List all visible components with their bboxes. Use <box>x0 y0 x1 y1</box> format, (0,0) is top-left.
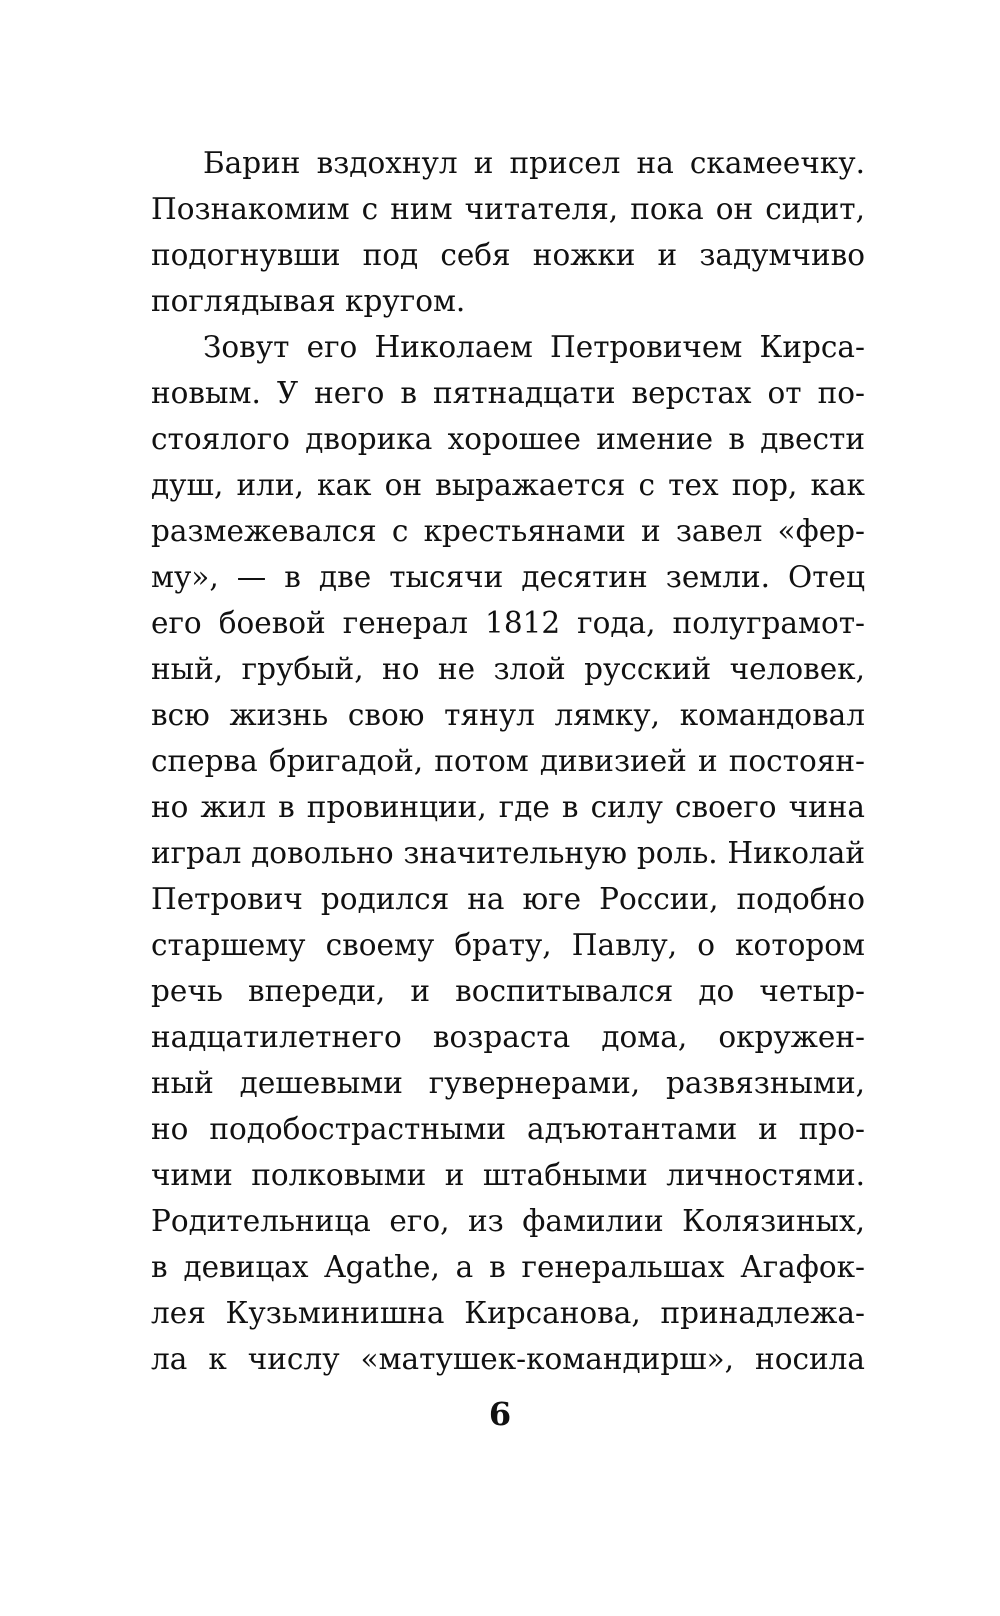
text-line: лея Кузьминишна Кирсанова, принадлежа- <box>151 1296 865 1330</box>
text-line: Познакомим с ним читателя, пока он сидит, <box>151 192 865 226</box>
text-line: но жил в провинции, где в силу своего чина <box>151 790 865 824</box>
text-line: размежевался с крестьянами и завел «фер- <box>151 514 865 548</box>
text-line: в девицах Agathe, а в генеральшах Агафок- <box>151 1250 865 1284</box>
text-line: Зовут его Николаем Петровичем Кирса- <box>203 330 865 364</box>
text-line: ный дешевыми гувернерами, развязными, <box>151 1066 865 1100</box>
body-text <box>151 140 865 1382</box>
text-line: но подобострастными адъютантами и про- <box>151 1112 865 1146</box>
text-line: стоялого дворика хорошее имение в двести <box>151 422 865 456</box>
text-line: речь впереди, и воспитывался до четыр- <box>151 974 865 1008</box>
text-line: сперва бригадой, потом дивизией и постоян- <box>151 744 865 778</box>
text-line: поглядывая кругом. <box>151 284 466 318</box>
text-line: надцатилетнего возраста дома, окружен- <box>151 1020 865 1054</box>
text-line: му», — в две тысячи десятин земли. Отец <box>151 560 865 594</box>
text-line: его боевой генерал 1812 года, полуграмот- <box>151 606 865 640</box>
text-line: ла к числу «матушек-командирш», носила <box>151 1342 865 1376</box>
text-line: подогнувши под себя ножки и задумчиво <box>151 238 865 272</box>
text-line: душ, или, как он выражается с тех пор, как <box>151 468 865 502</box>
text-line: всю жизнь свою тянул лямку, командовал <box>151 698 865 732</box>
text-line: старшему своему брату, Павлу, о котором <box>151 928 865 962</box>
text-line: ный, грубый, но не злой русский человек, <box>151 652 865 686</box>
text-line: Петрович родился на юге России, подобно <box>151 882 865 916</box>
page-number: 6 <box>488 1395 512 1433</box>
text-line: чими полковыми и штабными личностями. <box>151 1158 865 1192</box>
text-line: новым. У него в пятнадцати верстах от по- <box>151 376 865 410</box>
text-line: играл довольно значительную роль. Николай <box>151 836 865 870</box>
text-line: Родительница его, из фамилии Колязиных, <box>151 1204 865 1238</box>
text-line: Барин вздохнул и присел на скамеечку. <box>203 146 865 180</box>
